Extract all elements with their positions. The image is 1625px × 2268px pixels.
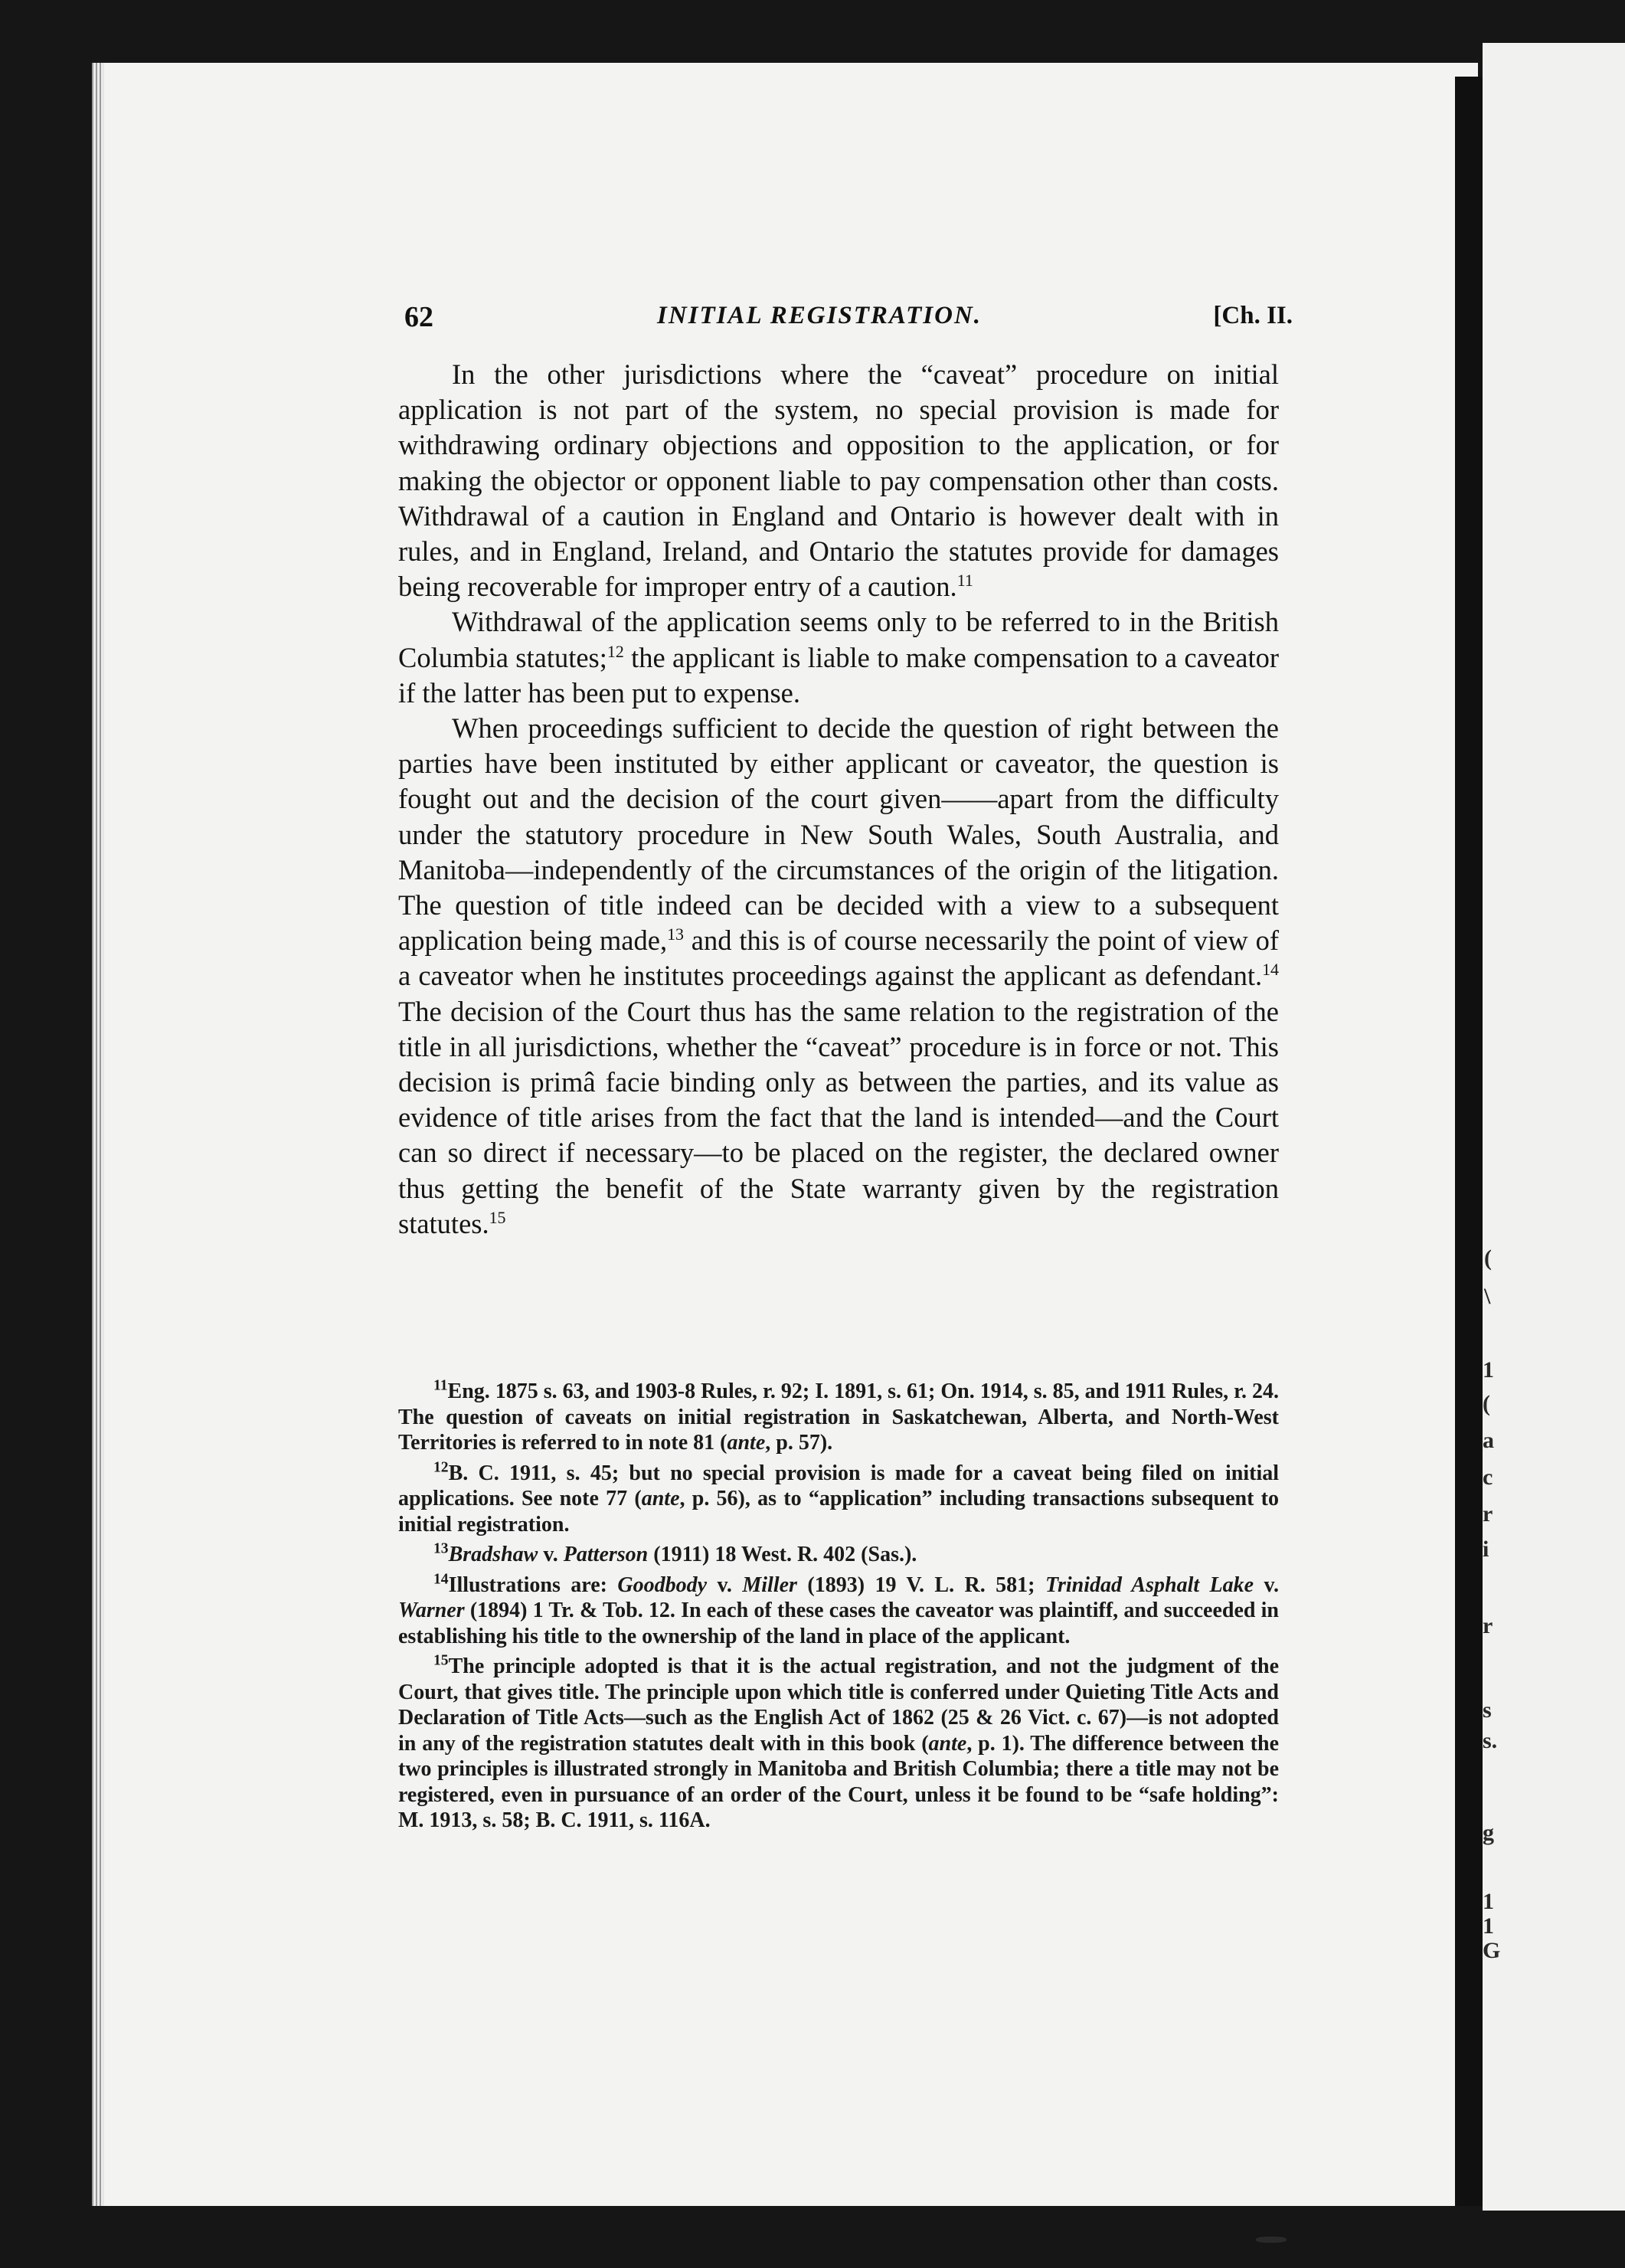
footnote-ref: 12 bbox=[433, 1459, 449, 1476]
paragraph bbox=[398, 711, 1279, 1242]
text-run: B. C. 1911, s. 45; but no special provision is made for a caveat being filed on initial applications. See note 77 ( bbox=[398, 1461, 1279, 1510]
text-run: Illustrations are: bbox=[448, 1573, 618, 1597]
facing-fragment: 1 bbox=[1483, 1357, 1494, 1383]
facing-fragment: s bbox=[1483, 1697, 1492, 1723]
text-run: In the other jurisdictions where the “caveat” procedure on initial application is not part of the system, no special provision is made for withdrawing ordinary objections and opposition to the application, or for making the objector or opponent liable to pay compensation other than costs. Withdrawal of a caution in England and Ontario is however dealt with in rules, and in England, Ireland, and Ontario the statutes provide for damages being recoverable for improper entry of a caution. bbox=[398, 358, 1279, 603]
italic-text: Bradshaw bbox=[448, 1543, 538, 1566]
right-book-page bbox=[1483, 43, 1625, 2211]
italic-text: ante bbox=[727, 1431, 766, 1455]
running-header bbox=[404, 300, 1293, 339]
text-run: (1893) 19 V. L. R. 581; bbox=[796, 1573, 1045, 1597]
scan-mark bbox=[1256, 2237, 1287, 2243]
facing-fragment: 1 bbox=[1483, 1913, 1494, 1939]
italic-text: Patterson bbox=[563, 1543, 649, 1566]
italic-text: ante bbox=[641, 1487, 680, 1510]
facing-fragment: i bbox=[1483, 1537, 1489, 1562]
text-run: The decision of the Court thus has the same relation to the registration of the title in all jurisdictions, whether the “caveat” procedure is in force or not. This decision is primâ facie binding only as between the parties, and its value as evidence of title arises from the fact that the land is intended—and the Court can so direct if necessary—to be placed on the register, the declared owner thus getting the benefit of the State warranty given by the registration statutes. bbox=[398, 995, 1279, 1239]
text-run: and this is of course necessarily the point of view of a caveator when he institutes proceedings against the applicant as defendant. bbox=[398, 925, 1279, 992]
footnote-ref: 14 bbox=[1262, 960, 1279, 980]
facing-fragment: r bbox=[1483, 1501, 1493, 1527]
text-run: v. bbox=[538, 1543, 564, 1566]
facing-fragment: \ bbox=[1484, 1284, 1491, 1309]
footnote-ref: 15 bbox=[489, 1207, 506, 1227]
book-gutter bbox=[1455, 77, 1483, 2206]
footnote-ref: 11 bbox=[956, 571, 973, 591]
chapter-marker: [Ch. II. bbox=[1213, 302, 1293, 329]
text-run: v. bbox=[1254, 1573, 1279, 1597]
paragraph bbox=[398, 604, 1279, 711]
paragraph bbox=[398, 357, 1279, 604]
facing-fragment: a bbox=[1483, 1428, 1494, 1453]
text-run: Eng. 1875 s. 63, and 1903-8 Rules, r. 92; I. 1891, s. 61; On. 1914, s. 85, and 1911 Rules, r. 24. The question of caveats on initial registration in Saskatchewan, Alberta, and North-West Territories is referred to in note 81 ( bbox=[398, 1379, 1279, 1455]
italic-text: Trinidad Asphalt Lake bbox=[1045, 1573, 1254, 1597]
footnote bbox=[398, 1542, 1279, 1568]
italic-text: ante bbox=[928, 1731, 967, 1756]
facing-fragment: ( bbox=[1483, 1391, 1490, 1416]
footnote bbox=[398, 1461, 1279, 1538]
text-run: (1911) 18 West. R. 402 (Sas.). bbox=[648, 1543, 917, 1566]
italic-text: Goodbody bbox=[617, 1573, 708, 1597]
facing-fragment: r bbox=[1483, 1613, 1493, 1638]
text-run: , p. 57). bbox=[765, 1431, 833, 1455]
footnote-ref: 12 bbox=[607, 641, 624, 661]
footnote bbox=[398, 1654, 1279, 1834]
facing-fragment: c bbox=[1483, 1465, 1493, 1490]
facing-fragment: G bbox=[1483, 1938, 1501, 1963]
facing-fragment: s. bbox=[1483, 1728, 1498, 1753]
facing-fragment: 1 bbox=[1483, 1889, 1494, 1914]
text-run: v. bbox=[707, 1573, 743, 1597]
footnote bbox=[398, 1573, 1279, 1650]
footnote-ref: 14 bbox=[433, 1571, 449, 1588]
text-run: When proceedings sufficient to decide the question of right between the parties have been instituted by either applicant or caveator, the question is fought out and the decision of the court given——apart from the difficulty under the statutory procedure in New South Wales, South Australia, and Manitoba—independently of the circumstances of the origin of the litigation. The question of title indeed can be decided with a view to a subsequent application being made, bbox=[398, 712, 1279, 957]
text-run: , p. 1). The difference between the two principles is illustrated strongly in Manitoba and British Columbia; there a title may not be registered, even in pursuance of an order of the Court, unless it be found to be “safe holding”: M. 1913, s. 58; B. C. 1911, s. 116A. bbox=[398, 1731, 1279, 1832]
page-number: 62 bbox=[404, 301, 433, 333]
main-text bbox=[398, 357, 1279, 1242]
text-run: , p. 56), as to “application” including transactions subsequent to initial registration. bbox=[398, 1487, 1280, 1537]
facing-fragment: ( bbox=[1484, 1245, 1492, 1271]
italic-text: Miller bbox=[742, 1573, 797, 1597]
text-run: The principle adopted is that it is the actual registration, and not the judgment of the Court, that gives title. The principle upon which title is conferred under Quieting Title Acts and Declaration of Title Acts—such as the English Act of 1862 (25 & 26 Vict. c. 67)—is not adopted in any of the registration statutes dealt with in this book ( bbox=[398, 1654, 1279, 1756]
page-edge-stack bbox=[92, 63, 103, 2206]
footnote-ref: 11 bbox=[433, 1377, 448, 1394]
italic-text: Warner bbox=[398, 1599, 465, 1622]
footnote-ref: 15 bbox=[433, 1652, 449, 1669]
footnote-ref: 13 bbox=[433, 1540, 449, 1557]
footnote bbox=[398, 1379, 1279, 1456]
text-run: (1894) 1 Tr. & Tob. 12. In each of these cases the caveator was plaintiff, and succeeded in establishing his title to the ownership of the land in place of the applicant. bbox=[398, 1599, 1279, 1648]
running-title: INITIAL REGISTRATION. bbox=[657, 302, 983, 329]
text-run: the applicant is liable to make compensation to a caveator if the latter has been put to expense. bbox=[398, 641, 1279, 709]
facing-fragment: g bbox=[1483, 1820, 1494, 1845]
footnotes bbox=[398, 1379, 1279, 1838]
footnote-ref: 13 bbox=[667, 925, 684, 944]
text-run: Withdrawal of the application seems only to be referred to in the British Columbia statutes; bbox=[398, 606, 1279, 673]
